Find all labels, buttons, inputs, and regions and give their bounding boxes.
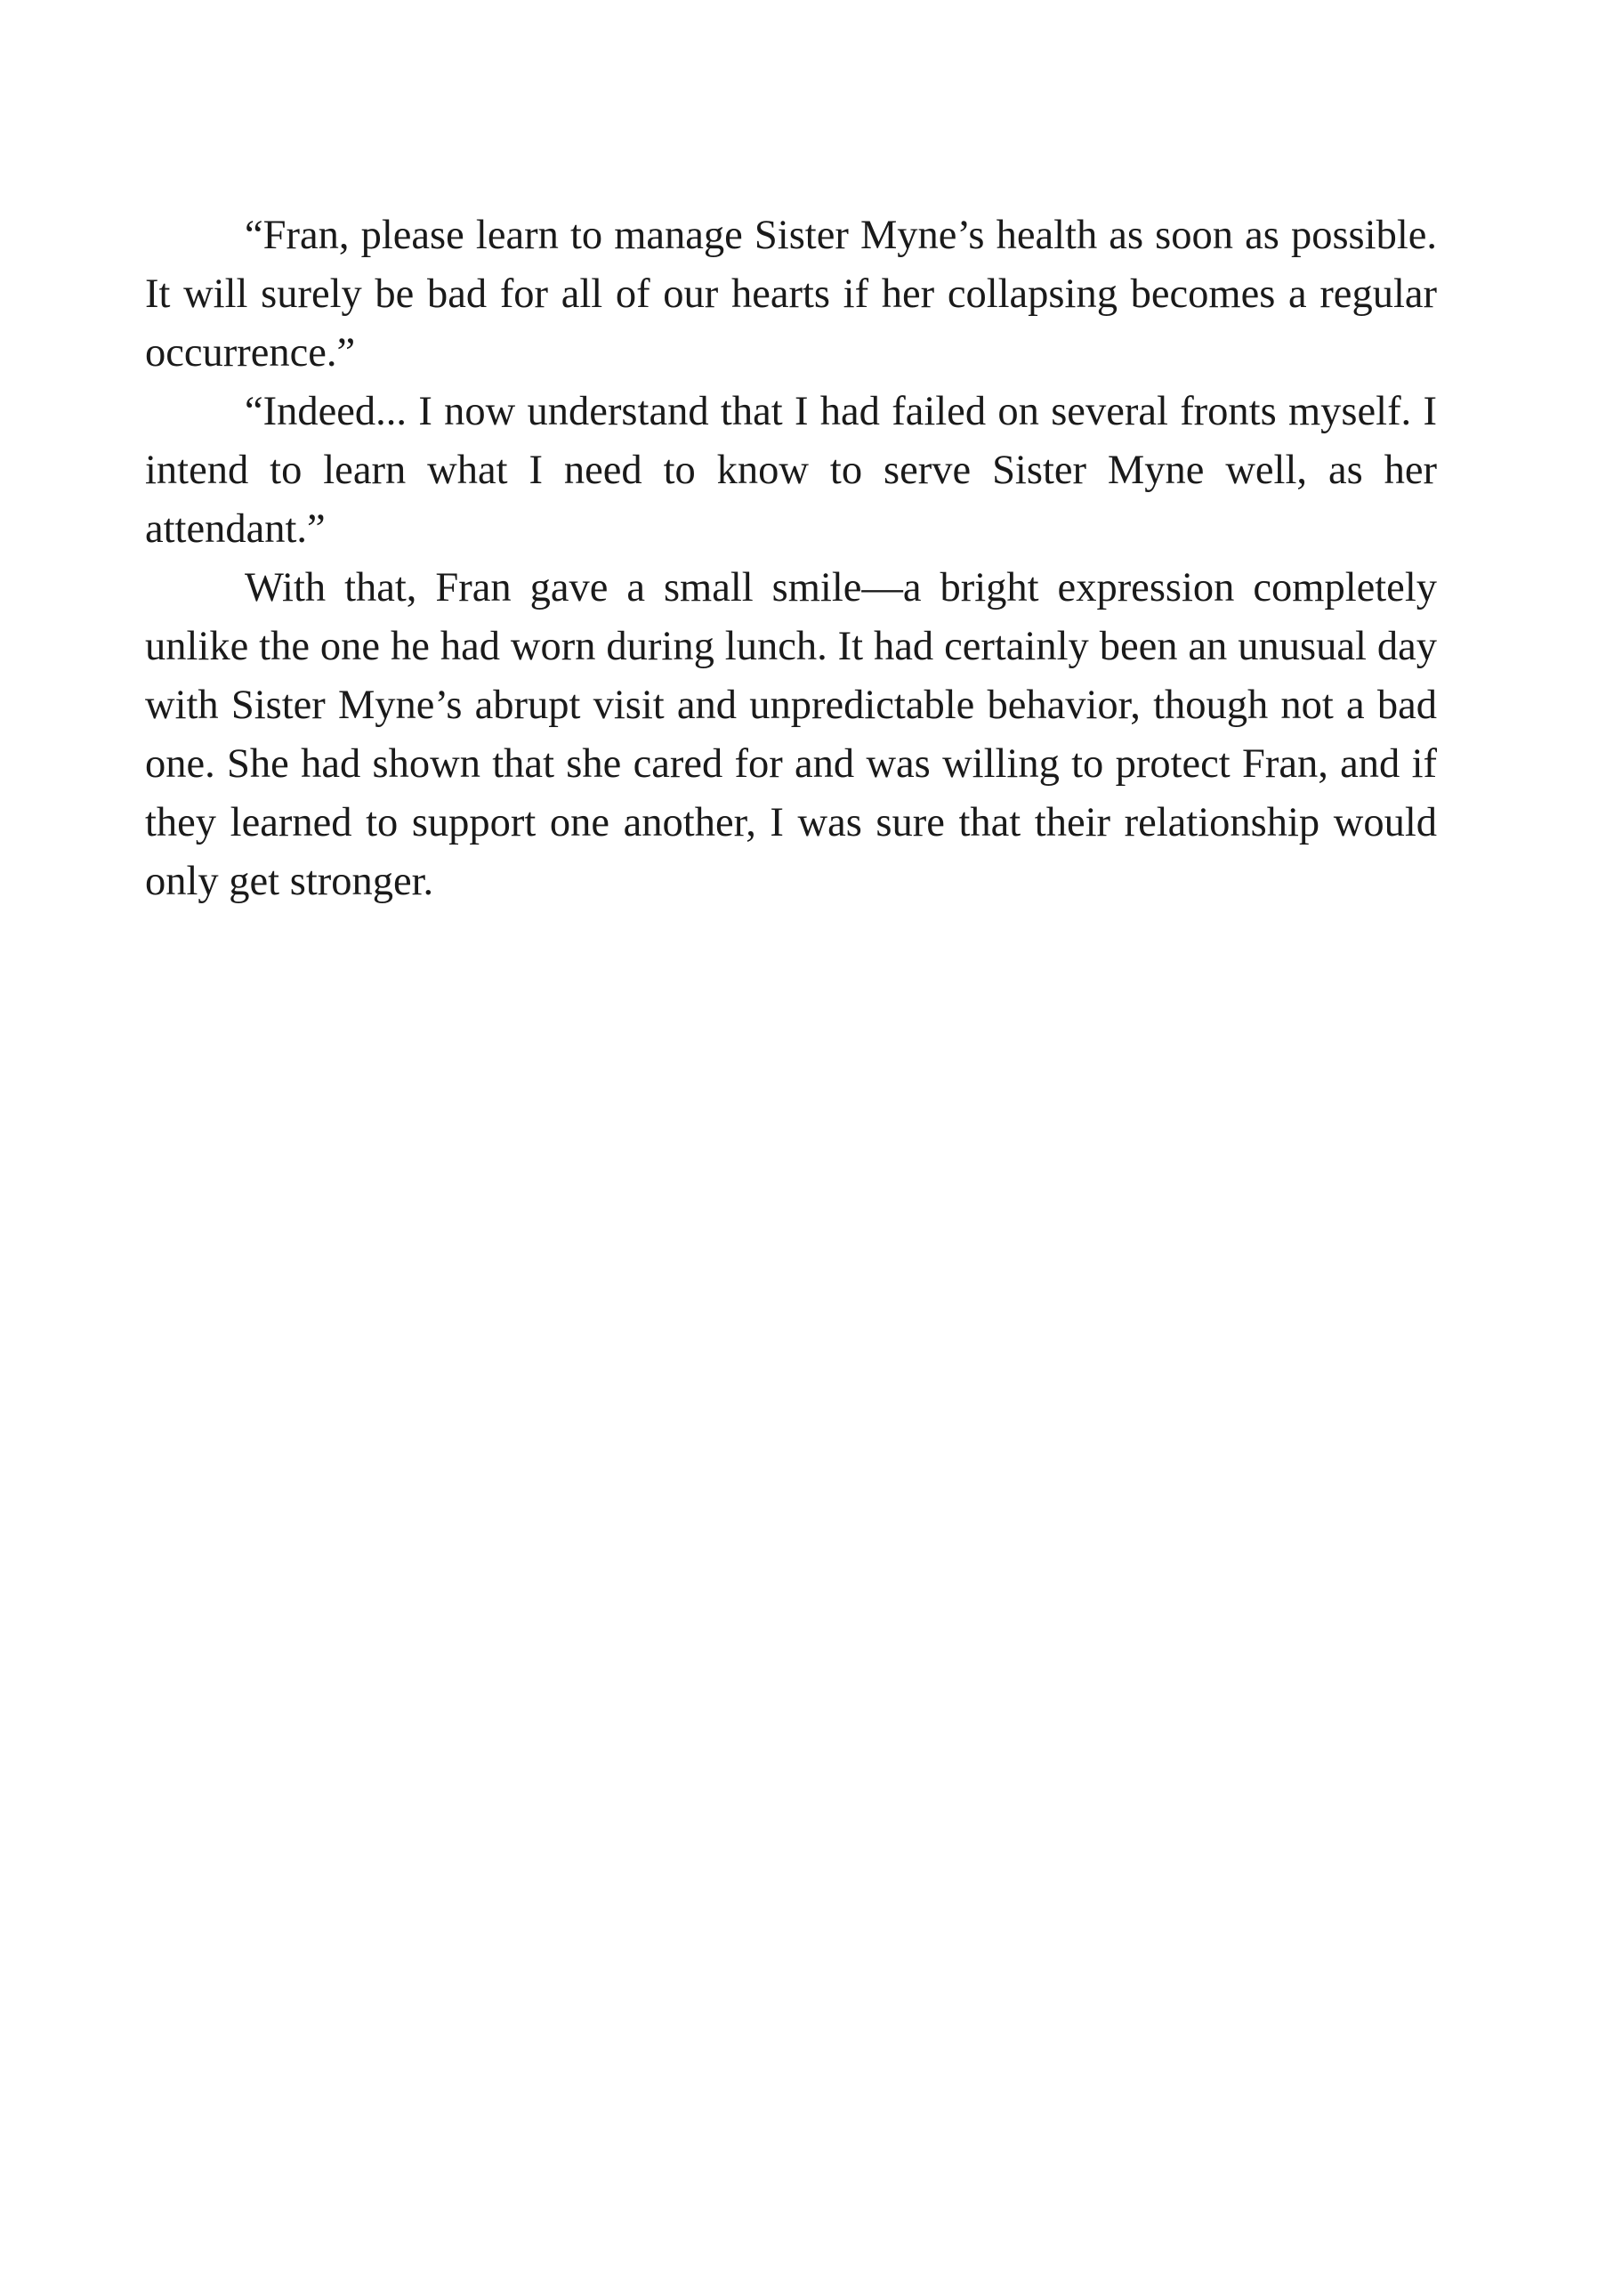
- paragraph: “Indeed... I now understand that I had failed on several fronts myself. I intend to learn what I need to know to serve Sister Myne well, as her attendant.”: [145, 389, 1437, 552]
- paragraph: “Fran, please learn to manage Sister Myne’s health as soon as possible. It will surely be bad for all of our hearts if her collapsing becomes a regular occurrence.”: [145, 213, 1437, 376]
- paragraph: With that, Fran gave a small smile—a bright expression completely unlike the one he had worn during lunch. It had certainly been an unusual day with Sister Myne’s abrupt visit and unpredictable behavior, though not a bad one. She had shown that she cared for and was willing to protect Fran, and if they learned to support one another, I was sure that their relationship would only get stronger.: [145, 565, 1437, 904]
- body-text: [145, 206, 1437, 911]
